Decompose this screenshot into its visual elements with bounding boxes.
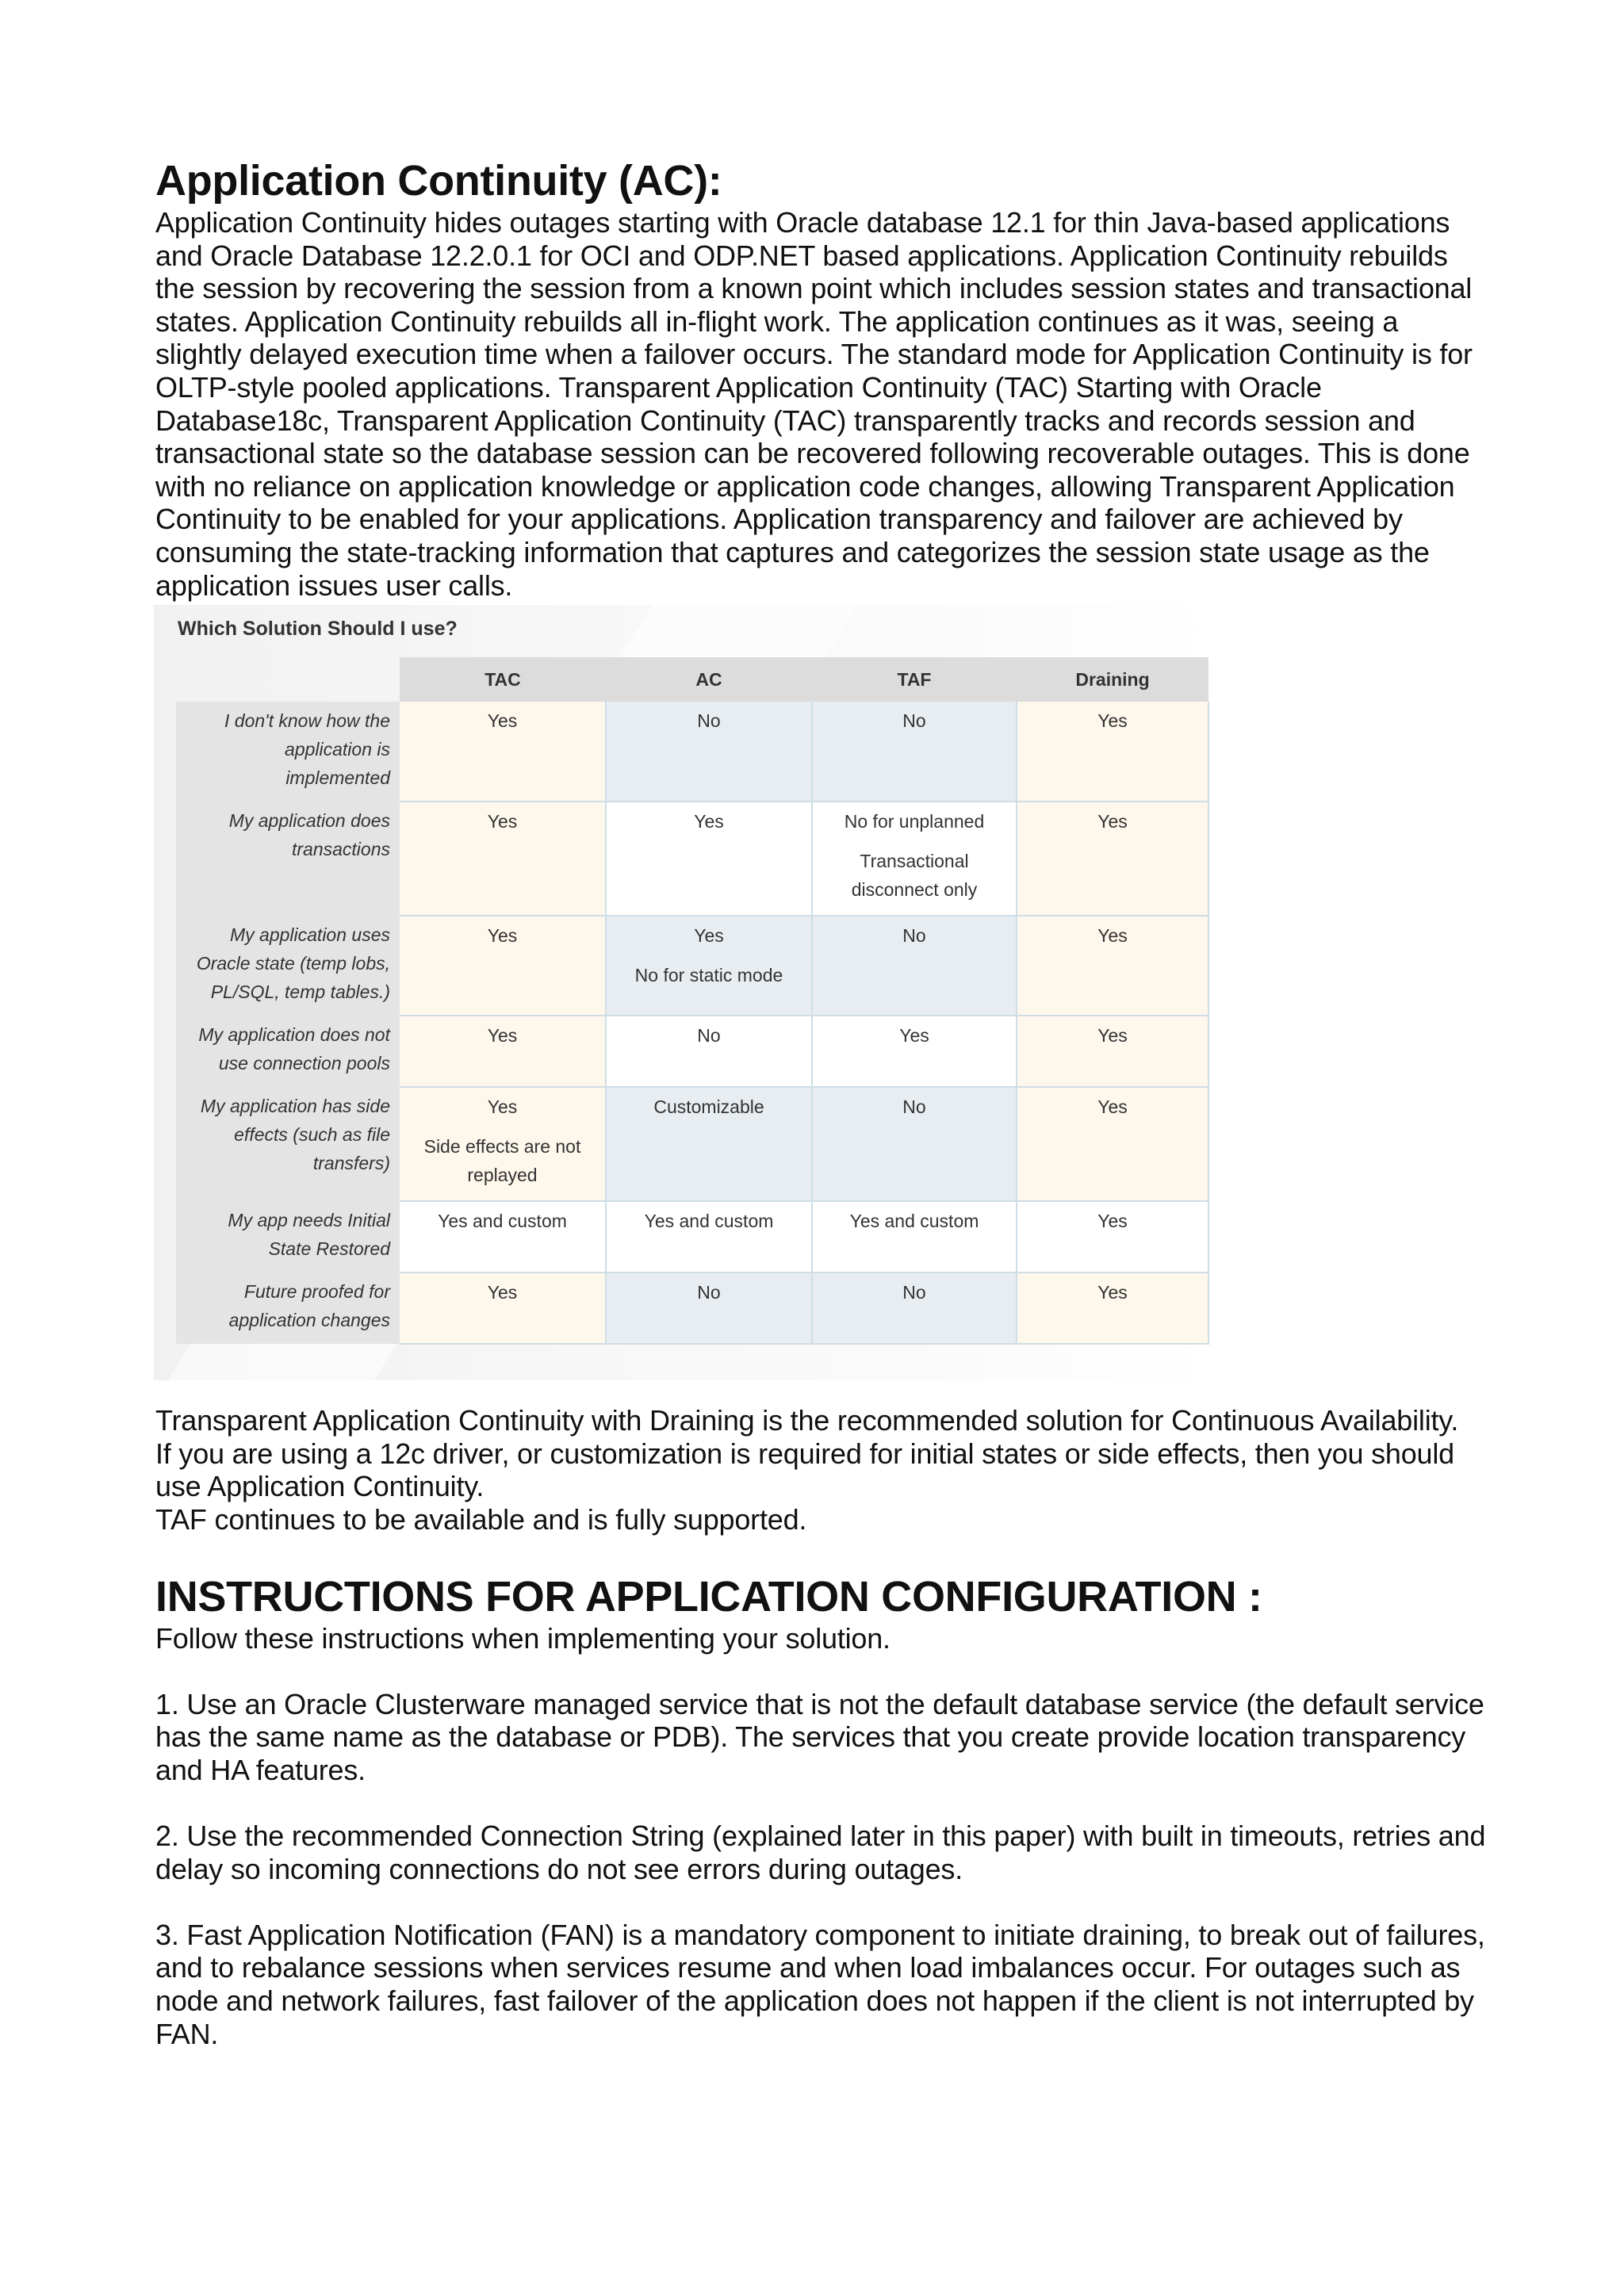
cell-taf-note: Transactional disconnect only	[851, 851, 978, 901]
cell-taf: No	[812, 702, 1017, 802]
table-header-row	[176, 657, 1208, 702]
cell-tac: Yes	[400, 1016, 606, 1087]
cell-tac: Yes	[400, 916, 606, 1016]
table-row	[176, 916, 1208, 1016]
instruction-item-1: 1. Use an Oracle Clusterware managed service that is not the default database service (the default service has the same name as the database or PDB). The services that you create provide location transparency and HA features.	[155, 1687, 1484, 1786]
section-heading-ac: Application Continuity (AC):	[155, 157, 722, 205]
cell-taf: No	[812, 1272, 1017, 1344]
header-blank-cell	[176, 657, 400, 702]
cell-ac: Yes No for static mode	[606, 916, 812, 1016]
cell-ac: No	[606, 1272, 812, 1344]
table-row	[176, 1016, 1208, 1087]
row-label: My application does not use connection pools	[176, 1016, 400, 1087]
cell-ac: Yes	[606, 802, 812, 916]
solution-comparison-figure	[154, 605, 1216, 1380]
ac-description-paragraph: Application Continuity hides outages starting with Oracle database 12.1 for thin Java-based applications and Oracle Database 12.2.0.1 for OCI and ODP.NET based applications. Application Continuity rebuilds the session by recovering the session from a known point which includes session states and transactional states. Application Continuity rebuilds all in-flight work. The application continues as it was, seeing a slightly delayed execution time when a failover occurs. The standard mode for Application Continuity is for OLTP-style pooled applications. Transparent Application Continuity (TAC) Starting with Oracle Database18c, Transparent Application Continuity (TAC) transparently tracks and records session and transactional state so the database session can be recovered following recoverable outages. This is done with no reliance on application knowledge or application code changes, allowing Transparent Application Continuity to be enabled for your applications. Application transparency and failover are achieved by consuming the state-tracking information that captures and categorizes the session state usage as the application issues user calls.	[155, 206, 1473, 602]
recommendation-line-1: Transparent Application Continuity with Draining is the recommended solution for Continuous Availability.	[155, 1404, 1459, 1437]
column-header-draining: Draining	[1017, 657, 1208, 702]
cell-draining: Yes	[1017, 916, 1208, 1016]
column-header-ac: AC	[606, 657, 812, 702]
row-label: My application uses Oracle state (temp lobs, PL/SQL, temp tables.)	[176, 916, 400, 1016]
cell-ac: Customizable	[606, 1087, 812, 1201]
table-row	[176, 1201, 1208, 1272]
cell-draining: Yes	[1017, 1016, 1208, 1087]
recommendation-line-3: TAF continues to be available and is fully supported.	[155, 1502, 807, 1536]
cell-tac: Yes	[400, 702, 606, 802]
cell-taf: No	[812, 916, 1017, 1016]
cell-tac: Yes	[400, 1272, 606, 1344]
cell-ac: No	[606, 702, 812, 802]
table-row	[176, 1087, 1208, 1201]
row-label: My application has side effects (such as file transfers)	[176, 1087, 400, 1201]
instruction-item-2: 2. Use the recommended Connection String (explained later in this paper) with built in timeouts, retries and delay so incoming connections do not see errors during outages.	[155, 1820, 1486, 1885]
table-row	[176, 702, 1208, 802]
cell-tac: Yes	[400, 802, 606, 916]
instructions-intro: Follow these instructions when implementing your solution.	[155, 1621, 891, 1655]
cell-ac: No	[606, 1016, 812, 1087]
row-label: My app needs Initial State Restored	[176, 1201, 400, 1272]
cell-draining: Yes	[1017, 1087, 1208, 1201]
cell-draining: Yes	[1017, 1201, 1208, 1272]
cell-tac: Yes Side effects are not replayed	[400, 1087, 606, 1201]
row-label: Future proofed for application changes	[176, 1272, 400, 1344]
cell-taf: Yes and custom	[812, 1201, 1017, 1272]
column-header-taf: TAF	[812, 657, 1017, 702]
instruction-item-3: 3. Fast Application Notification (FAN) is a mandatory component to initiate draining, to break out of failures, and to rebalance sessions when services resume and when load imbalances occur. For outages such as node and network failures, fast failover of the application does not happen if the client is not interrupted by FAN.	[155, 1918, 1485, 2050]
cell-draining: Yes	[1017, 1272, 1208, 1344]
row-label: I don't know how the application is implemented	[176, 702, 400, 802]
cell-tac-note: Side effects are not replayed	[423, 1136, 581, 1186]
table-row	[176, 1272, 1208, 1344]
cell-taf: Yes	[812, 1016, 1017, 1087]
cell-tac: Yes and custom	[400, 1201, 606, 1272]
recommendation-block	[155, 1404, 1488, 1536]
recommendation-line-2: If you are using a 12c driver, or customization is required for initial states or side effects, then you should use Application Continuity.	[155, 1437, 1455, 1503]
cell-ac: Yes and custom	[606, 1201, 812, 1272]
column-header-tac: TAC	[400, 657, 606, 702]
cell-ac-note: No for static mode	[634, 965, 783, 986]
cell-draining: Yes	[1017, 702, 1208, 802]
solution-comparison-table	[176, 657, 1209, 1345]
row-label: My application does transactions	[176, 802, 400, 916]
section-heading-instructions: INSTRUCTIONS FOR APPLICATION CONFIGURATION :	[155, 1572, 1262, 1621]
table-row	[176, 802, 1208, 916]
cell-taf: No	[812, 1087, 1017, 1201]
document-page	[155, 155, 1488, 2050]
cell-taf: No for unplanned Transactional disconnect only	[812, 802, 1017, 916]
cell-draining: Yes	[1017, 802, 1208, 916]
figure-title: Which Solution Should I use?	[178, 618, 458, 641]
